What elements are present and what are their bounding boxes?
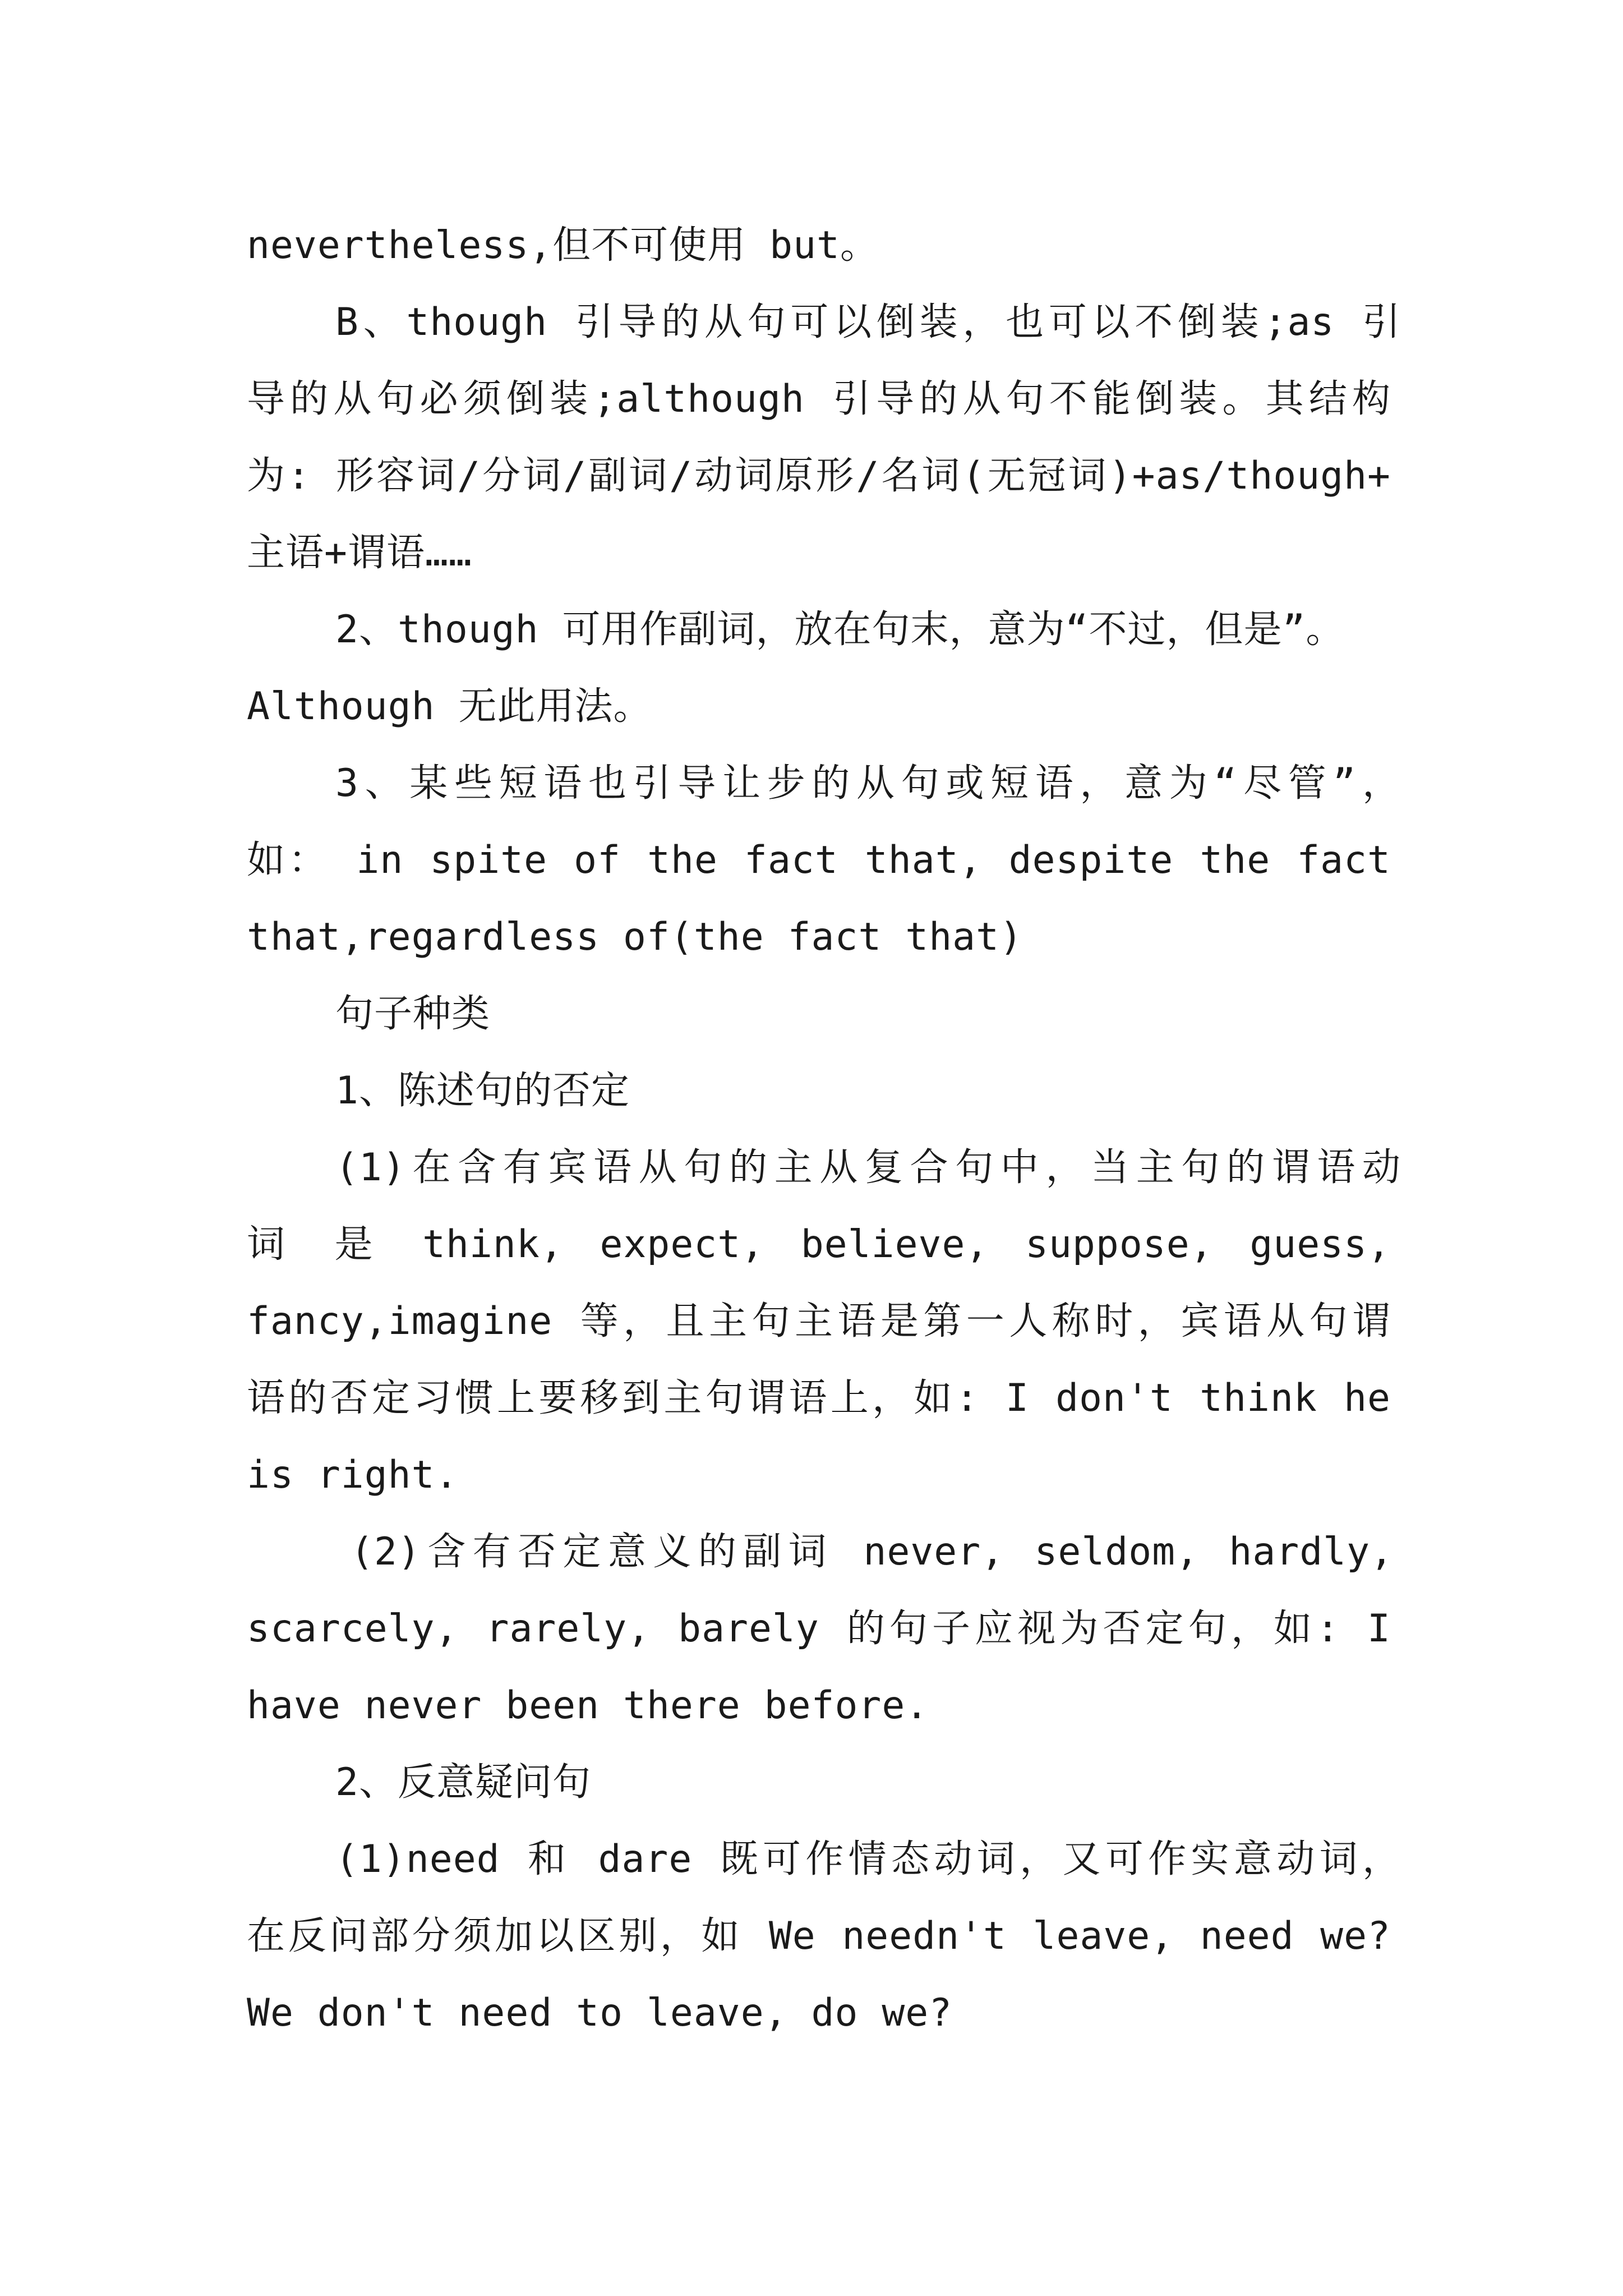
text-line: 导的从句必须倒装;although 引导的从句不能倒装。其结构 xyxy=(247,377,1391,421)
text-line: 语的否定习惯上要移到主句谓语上，如: I don't think he xyxy=(247,1376,1391,1420)
text-line: 3、某些短语也引导让步的从句或短语，意为“尽管”， xyxy=(335,761,1401,806)
text-line: 词 是 think, expect, believe, suppose, guess, xyxy=(247,1222,1391,1267)
text-line: 2、though 可用作副词，放在句末，意为“不过，但是”。 xyxy=(335,608,1345,652)
text-line: fancy,imagine 等，且主句主语是第一人称时，宾语从句谓 xyxy=(247,1299,1391,1343)
text-line: Although 无此用法。 xyxy=(247,684,652,729)
text-line: (1)need 和 dare 既可作情态动词，又可作实意动词， xyxy=(335,1837,1401,1881)
text-line: that,regardless of(the fact that) xyxy=(247,915,1023,959)
text-line: We don't need to leave, do we? xyxy=(247,1991,953,2035)
subsection-heading: 2、反意疑问句 xyxy=(335,1760,591,1805)
text-line: nevertheless,但不可使用 but。 xyxy=(247,223,879,268)
text-line: 如： in spite of the fact that, despite the fact xyxy=(247,838,1391,882)
text-line: have never been there before. xyxy=(247,1683,929,1728)
text-line: (2)含有否定意义的副词 never, seldom, hardly, xyxy=(351,1530,1394,1574)
text-line: 在反问部分须加以区别，如 We needn't leave, need we? xyxy=(247,1914,1391,1958)
subsection-heading: 1、陈述句的否定 xyxy=(335,1069,630,1113)
text-line: (1)在含有宾语从句的主从复合句中，当主句的谓语动 xyxy=(335,1145,1401,1190)
section-heading: 句子种类 xyxy=(335,992,491,1036)
text-line: is right. xyxy=(247,1453,459,1497)
text-line: 主语+谓语…… xyxy=(247,531,472,575)
text-line: 为: 形容词/分词/副词/动词原形/名词(无冠词)+as/though+ xyxy=(247,454,1391,498)
text-line: scarcely, rarely, barely 的句子应视为否定句，如: I xyxy=(247,1607,1391,1651)
text-line: B、though 引导的从句可以倒装，也可以不倒装;as 引 xyxy=(335,300,1401,344)
